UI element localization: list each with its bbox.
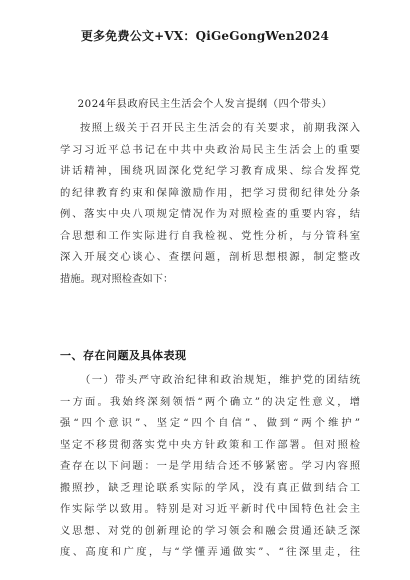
intro-line: 的纪律教育约束和保障激励作用，把学习贯彻纪律处分条	[60, 186, 360, 199]
body-line: （一）带头严守政治纪律和政治规矩，维护党的团结统	[80, 374, 360, 386]
body-line: 查存在以下问题：一是学用结合还不够紧密。学习内容照	[60, 460, 360, 472]
body-line: 坚定不移贯彻落实党中央方针政策和工作部署。但对照检	[60, 438, 360, 451]
body-line: 义思想、对党的创新理论的学习领会和融会贯通还缺乏深	[60, 524, 360, 537]
intro-line: 学习习近平总书记在中共中央政治局民主生活会上的重要	[60, 143, 360, 156]
section-heading: 一、存在问题及具体表现	[60, 349, 187, 362]
intro-line: 深入开展交心谈心、查摆问题，剖析思想根源，制定整改	[60, 251, 360, 263]
intro-paragraph	[60, 118, 360, 290]
body-line: 度、高度和广度，与“学懂弄通做实”、“往深里走，往	[60, 546, 360, 558]
body-line: 一方面。我始终深刻领悟“两个确立”的决定性意义，增	[60, 395, 360, 408]
watermark-text: 更多免费公文+VX：QiGeGongWen2024	[80, 29, 330, 43]
body-line: 搬照抄，缺乏理论联系实际的学风，没有真正做到结合工	[60, 481, 360, 494]
intro-line: 措施。现对照检查如下：	[60, 272, 174, 285]
intro-line: 按照上级关于召开民主生活会的有关要求，前期我深入	[80, 122, 360, 134]
document-title: 2024年县政府民主生活会个人发言提纲（四个带头）	[77, 99, 333, 110]
body-line: 作实际学以致用。特别是对习近平新时代中国特色社会主	[60, 503, 360, 515]
section1-paragraph	[60, 370, 360, 564]
intro-line: 合思想和工作实际进行自我检视、党性分析，与分管科室	[60, 229, 360, 242]
body-line: 强“四个意识”、坚定“四个自信”、做到“两个维护”	[60, 417, 360, 429]
intro-line: 讲话精神，围绕巩固深化党纪学习教育成果、综合发挥党	[60, 165, 360, 177]
intro-line: 例、落实中央八项规定情况作为对照检查的重要内容，结	[60, 208, 360, 220]
